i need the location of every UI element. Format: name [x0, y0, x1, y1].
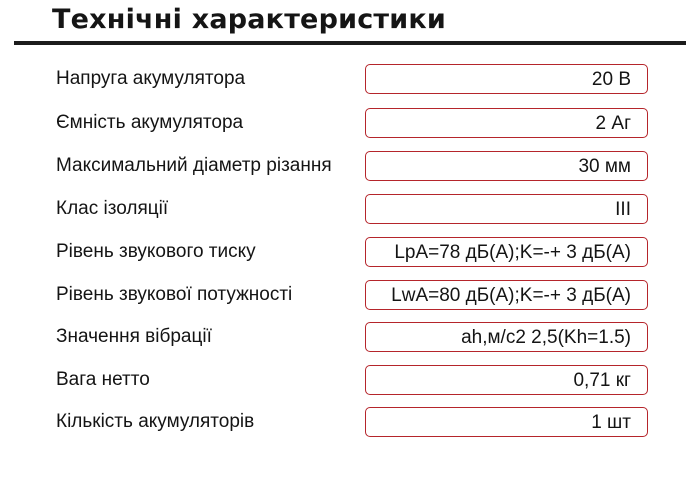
spec-value-box: [365, 64, 648, 94]
spec-value-box: [365, 407, 648, 437]
spec-value: III: [615, 199, 631, 220]
spec-value: 20 В: [591, 69, 631, 90]
spec-row-vibration: [0, 322, 700, 352]
spec-value: 1 шт: [591, 412, 631, 433]
page-title: Технічні характеристики: [52, 4, 447, 35]
spec-label: Значення вібрації: [56, 326, 212, 347]
spec-label: Клас ізоляції: [56, 198, 169, 219]
spec-value: ah,м/с2 2,5(Kh=1.5): [461, 327, 631, 348]
spec-value-box: [365, 322, 648, 352]
spec-label: Вага нетто: [56, 369, 150, 390]
spec-value: 2 Аг: [595, 113, 631, 134]
spec-value-box: [365, 280, 648, 310]
spec-label: Ємність акумулятора: [56, 112, 244, 133]
spec-row-insulation-class: [0, 194, 700, 224]
spec-value-box: [365, 365, 648, 395]
spec-label: Рівень звукового тиску: [56, 241, 256, 262]
spec-row-battery-capacity: [0, 108, 700, 138]
spec-row-sound-pressure: [0, 237, 700, 267]
spec-row-net-weight: [0, 365, 700, 395]
spec-value: LpA=78 дБ(А);K=-+ 3 дБ(А): [394, 242, 631, 263]
spec-value-box: [365, 151, 648, 181]
spec-label: Максимальний діаметр різання: [56, 155, 332, 176]
spec-label: Кількість акумуляторів: [56, 411, 255, 432]
spec-value-box: [365, 108, 648, 138]
spec-value: LwA=80 дБ(А);K=-+ 3 дБ(А): [391, 285, 631, 306]
spec-value-box: [365, 237, 648, 267]
spec-row-battery-voltage: [0, 64, 700, 94]
spec-label: Напруга акумулятора: [56, 68, 246, 89]
spec-row-sound-power: [0, 280, 700, 310]
spec-value-box: [365, 194, 648, 224]
spec-row-cutting-diameter: [0, 151, 700, 181]
spec-value: 0,71 кг: [573, 370, 631, 391]
spec-row-battery-count: [0, 407, 700, 437]
spec-value: 30 мм: [578, 156, 631, 177]
spec-label: Рівень звукової потужності: [56, 284, 293, 305]
